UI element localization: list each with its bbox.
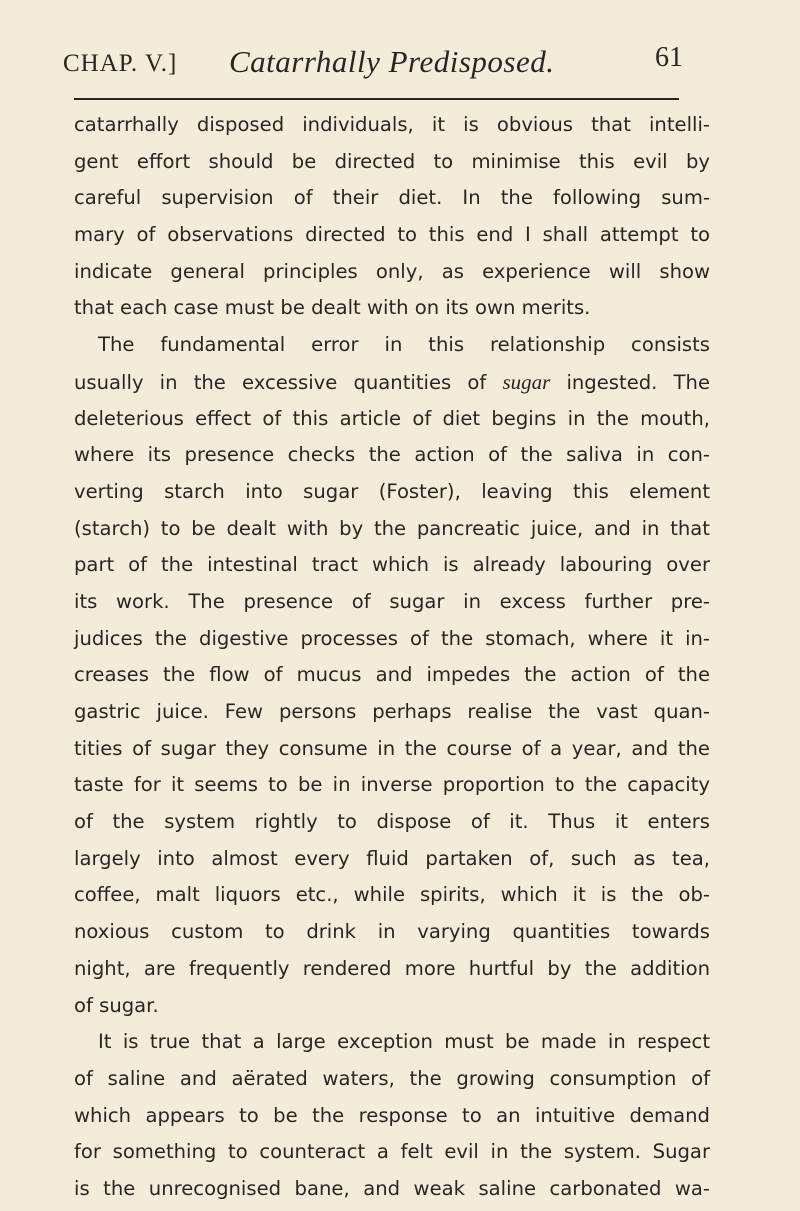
text-line: coffee, malt liquors etc., while spirits, which it is the ob-: [74, 883, 710, 907]
text-line: mary of observations directed to this end I shall attempt to: [74, 223, 710, 247]
header-rule: [74, 98, 679, 100]
text-line: of saline and aërated waters, the growing consumption of: [74, 1066, 710, 1090]
italic-word: sugar: [502, 369, 551, 394]
text-line-with-italic: [74, 364, 710, 401]
text-line: The fundamental error in this relationship consists: [98, 333, 710, 357]
text-line: of sugar.: [74, 993, 159, 1017]
text-line: deleterious effect of this article of diet begins in the mouth,: [74, 406, 710, 430]
text-line: (starch) to be dealt with by the pancreatic juice, and in that: [74, 516, 710, 540]
text-line: part of the intestinal tract which is already labouring over: [74, 553, 710, 577]
text-line: of the system rightly to dispose of it. Thus it enters: [74, 810, 710, 834]
text-line: is the unrecognised bane, and weak saline carbonated wa-: [74, 1176, 710, 1200]
text-line: largely into almost every fluid partaken of, such as tea,: [74, 846, 710, 870]
text-line: It is true that a large exception must be made in respect: [98, 1030, 710, 1054]
text-line: catarrhally disposed individuals, it is obvious that intelli-: [74, 113, 710, 136]
text-line: taste for it seems to be in inverse proportion to the capacity: [74, 773, 710, 797]
text-line: tities of sugar they consume in the course of a year, and the: [74, 736, 710, 760]
text-line: gastric juice. Few persons perhaps realise the vast quan-: [74, 700, 710, 723]
text-line: judices the digestive processes of the stomach, where it in-: [74, 626, 710, 650]
text-line: verting starch into sugar (Foster), leaving this element: [74, 479, 710, 503]
text-segment: ingested. The: [550, 370, 711, 394]
text-line: where its presence checks the action of the saliva in con-: [74, 443, 710, 467]
running-header: [63, 44, 683, 92]
text-line: night, are frequently rendered more hurtful by the addition: [74, 956, 710, 980]
text-line: noxious custom to drink in varying quantities towards: [74, 920, 710, 944]
text-line: gent effort should be directed to minimise this evil by: [74, 149, 710, 173]
text-line: for something to counteract a felt evil in the system. Sugar: [74, 1140, 710, 1164]
text-line: careful supervision of their diet. In the following sum-: [74, 186, 710, 210]
text-line: creases the flow of mucus and impedes the action of the: [74, 663, 710, 687]
page-number: 61: [655, 42, 683, 73]
body-text: [74, 107, 710, 1208]
running-title: Catarrhally Predisposed.: [229, 44, 555, 79]
chapter-label: CHAP. V.]: [63, 50, 178, 77]
text-line: which appears to be the response to an intuitive demand: [74, 1103, 710, 1127]
text-line: its work. The presence of sugar in excess further pre-: [74, 589, 710, 613]
text-line: that each case must be dealt with on its own merits.: [74, 296, 591, 320]
text-segment: usually in the excessive quantities of: [74, 370, 503, 394]
text-line: indicate general principles only, as experience will show: [74, 259, 710, 283]
